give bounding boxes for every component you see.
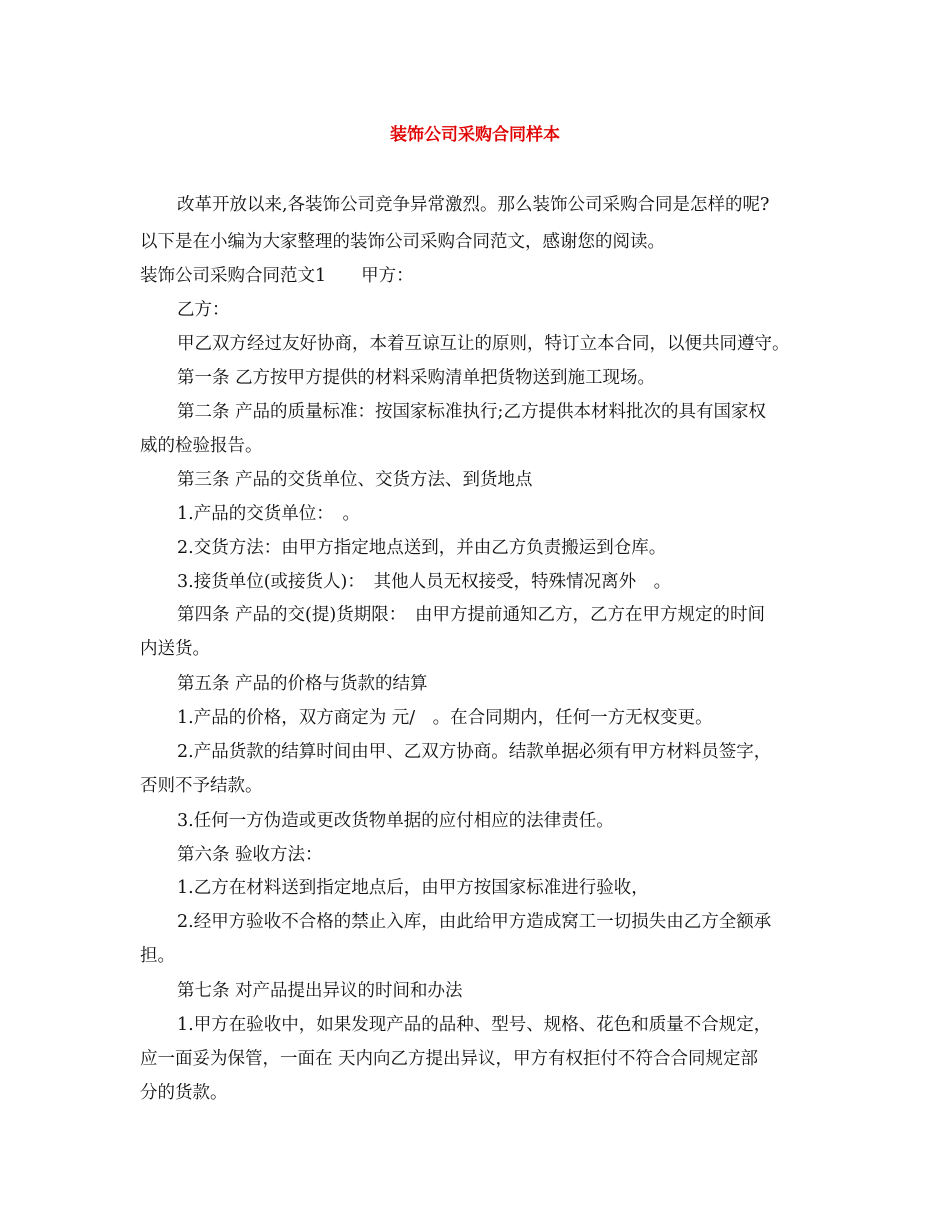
paragraph-line: 第四条 产品的交(提)货期限： 由甲方提前通知乙方，乙方在甲方规定的时间 [177,605,765,625]
paragraph-line: 第二条 产品的质量标准：按国家标准执行;乙方提供本材料批次的具有国家权 [177,402,766,422]
paragraph-line: 乙方： [177,300,230,320]
paragraph-line: 第一条 乙方按甲方提供的材料采购清单把货物送到施工现场。 [177,368,656,388]
paragraph-line: 1.乙方在材料送到指定地点后，由甲方按国家标准进行验收， [177,878,649,898]
paragraph-line: 2.产品货款的结算时间由甲、乙双方协商。结款单据必须有甲方材料员签字， [177,742,772,762]
paragraph-line: 甲乙双方经过友好协商，本着互谅互让的原则，特订立本合同，以便共同遵守。 [177,334,790,354]
paragraph-line: 1.产品的交货单位： 。 [177,504,360,524]
paragraph-line: 1.甲方在验收中，如果发现产品的品种、型号、规格、花色和质量不合规定， [177,1015,772,1035]
paragraph-line: 威的检验报告。 [140,436,263,456]
paragraph-line: 2.交货方法：由甲方指定地点送到，并由乙方负责搬运到仓库。 [177,538,667,558]
paragraph-line: 分的货款。 [140,1083,228,1103]
paragraph-line: 内送货。 [140,639,210,659]
paragraph-line: 应一面妥为保管，一面在 天内向乙方提出异议，甲方有权拒付不符合合同规定部 [140,1049,759,1069]
paragraph-line: 以下是在小编为大家整理的装饰公司采购合同范文，感谢您的阅读。 [140,232,665,252]
paragraph-line: 1.产品的价格，双方商定为 元/ 。在合同期内，任何一方无权变更。 [177,708,713,728]
paragraph-line: 2.经甲方验收不合格的禁止入库，由此给甲方造成窝工一切损失由乙方全额承 [177,912,772,932]
paragraph-line: 第五条 产品的价格与货款的结算 [177,674,428,694]
paragraph-line: 否则不予结款。 [140,776,263,796]
paragraph-line: 改革开放以来,各装饰公司竞争异常激烈。那么装饰公司采购合同是怎样的呢? [177,195,770,215]
paragraph-line: 担。 [140,946,175,966]
paragraph-line: 第三条 产品的交货单位、交货方法、到货地点 [177,470,533,490]
paragraph-line: 3.接货单位(或接货人)： 其他人员无权接受，特殊情况离外 。 [177,572,672,592]
paragraph-line: 装饰公司采购合同范文1 甲方： [140,266,414,286]
paragraph-line: 第六条 验收方法： [177,845,323,865]
paragraph-line: 第七条 对产品提出异议的时间和办法 [177,981,463,1001]
paragraph-line: 3.任何一方伪造或更改货物单据的应付相应的法律责任。 [177,811,614,831]
document-title: 装饰公司采购合同样本 [390,125,560,145]
